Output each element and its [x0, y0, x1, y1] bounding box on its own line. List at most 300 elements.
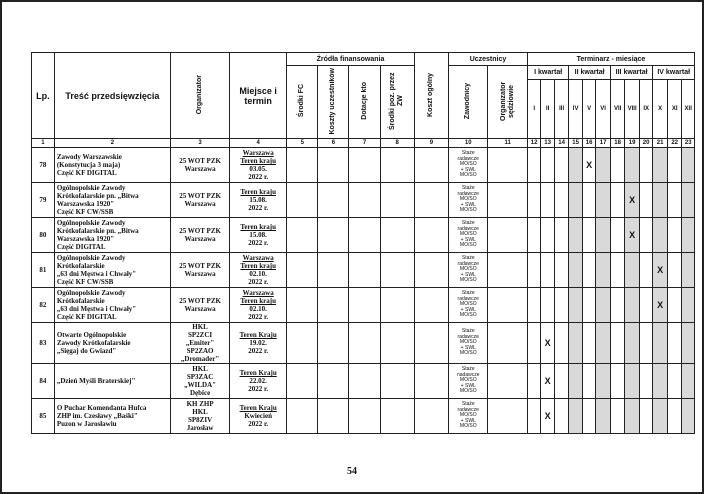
cell-line: + SWL — [460, 382, 476, 389]
month-cell — [541, 148, 554, 183]
header-month-8: VIII — [625, 80, 640, 139]
month-cell — [569, 183, 582, 218]
empty-cell — [380, 218, 414, 253]
row-number: 81 — [32, 253, 55, 288]
header-organizer-judges: Organizator sędziowie — [488, 66, 527, 139]
cell-line: radawcze — [457, 190, 479, 197]
month-cell — [639, 364, 652, 399]
cell-line: 2022 r. — [248, 204, 269, 212]
cell-line: HKL — [192, 323, 208, 331]
table-row — [32, 148, 695, 183]
schedule-mark: X — [657, 300, 664, 310]
cell-line: Teren kraju — [240, 223, 276, 231]
event-place-term — [230, 288, 287, 323]
month-cell — [596, 323, 611, 364]
cell-line: Teren Kraju — [239, 404, 277, 412]
month-cell — [582, 253, 595, 288]
month-cell — [582, 218, 595, 253]
table-row — [32, 218, 695, 253]
month-cell — [653, 183, 668, 218]
cell-line: Ogólnopolskie Zawody — [56, 289, 126, 297]
cell-line: 2022 r. — [248, 385, 269, 393]
empty-cell — [414, 323, 448, 364]
event-participants — [449, 323, 488, 364]
header-quarter-2: II kwartał — [569, 66, 610, 80]
empty-cell — [380, 288, 414, 323]
event-participants — [449, 288, 488, 323]
month-cell — [582, 183, 595, 218]
cell-line: SP2ZCI — [188, 331, 213, 339]
empty-cell — [349, 183, 380, 218]
table-row — [32, 183, 695, 218]
empty-cell — [287, 399, 318, 434]
cell-line: Krótkofalarskie — [56, 262, 105, 270]
header-content: Treść przedsięwzięcia — [54, 53, 170, 139]
cell-line: Część KF CW/SSB — [56, 278, 114, 286]
column-number: 18 — [610, 139, 625, 148]
cell-line: nadawcze — [457, 371, 480, 378]
month-cell — [541, 323, 554, 364]
header-month-9: IX — [639, 80, 652, 139]
cell-line: Staże — [461, 328, 475, 335]
month-cell — [610, 148, 625, 183]
header-month-3: III — [554, 80, 569, 139]
column-number: 5 — [287, 139, 318, 148]
month-cell — [527, 148, 540, 183]
header-month-5: V — [582, 80, 595, 139]
table-row — [32, 288, 695, 323]
cell-line: radawcze — [457, 295, 479, 302]
cell-line: Puzon w Jarosławiu — [56, 420, 117, 428]
cell-line: 2022 r. — [248, 278, 269, 286]
month-cell — [625, 364, 640, 399]
empty-cell — [488, 148, 527, 183]
empty-cell — [287, 253, 318, 288]
cell-line: „Dzień Myśli Braterskiej" — [56, 377, 136, 385]
month-cell — [610, 288, 625, 323]
column-number: 7 — [349, 139, 380, 148]
month-cell — [667, 183, 682, 218]
empty-cell — [318, 183, 349, 218]
month-cell — [554, 364, 569, 399]
empty-cell — [488, 218, 527, 253]
cell-line: 2022 r. — [248, 239, 269, 247]
empty-cell — [349, 288, 380, 323]
empty-cell — [380, 183, 414, 218]
cell-line: MO/SO — [459, 377, 477, 384]
column-number: 19 — [625, 139, 640, 148]
header-place-term: Miejsce i termin — [230, 53, 287, 139]
month-cell — [541, 183, 554, 218]
month-cell — [527, 399, 540, 434]
cell-line: + SWL — [460, 236, 476, 243]
column-number: 15 — [569, 139, 582, 148]
schedule-mark: X — [544, 376, 551, 386]
month-cell — [653, 364, 668, 399]
cell-line: „Sięgaj do Gwiazd" — [56, 347, 117, 355]
header-month-11: XI — [667, 80, 682, 139]
month-cell — [582, 288, 595, 323]
column-number: 17 — [596, 139, 611, 148]
empty-cell — [318, 364, 349, 399]
cell-line: 2022 r. — [248, 173, 269, 181]
cell-line: SP3ZAC — [186, 373, 214, 381]
month-cell — [682, 364, 695, 399]
event-place-term — [230, 323, 287, 364]
column-number: 6 — [318, 139, 349, 148]
page-number: 54 — [347, 466, 357, 477]
month-cell — [667, 323, 682, 364]
month-cell — [625, 399, 640, 434]
empty-cell — [414, 148, 448, 183]
month-cell — [569, 288, 582, 323]
cell-line: MO/SO — [459, 350, 477, 357]
cell-line: Teren Kraju — [239, 369, 277, 377]
cell-line: Jarosław — [186, 424, 214, 432]
cell-line: Kwiecień — [244, 412, 272, 420]
empty-cell — [414, 253, 448, 288]
row-number: 82 — [32, 288, 55, 323]
event-participants — [449, 364, 488, 399]
cell-line: radawcze — [457, 225, 479, 232]
cell-line: Staże — [461, 220, 475, 227]
month-cell — [639, 253, 652, 288]
empty-cell — [349, 148, 380, 183]
event-name — [54, 288, 170, 323]
cell-line: Teren kraju — [240, 262, 276, 270]
month-cell — [596, 183, 611, 218]
empty-cell — [380, 364, 414, 399]
cell-line: HKL — [192, 408, 208, 416]
empty-cell — [414, 364, 448, 399]
event-organizer — [171, 288, 230, 323]
empty-cell — [349, 399, 380, 434]
cell-line: radawcze — [457, 155, 479, 162]
column-number: 14 — [554, 139, 569, 148]
cell-line: KH ZHP — [186, 400, 214, 408]
event-name — [54, 323, 170, 364]
event-organizer — [171, 253, 230, 288]
event-participants — [449, 399, 488, 434]
empty-cell — [380, 148, 414, 183]
row-number: 80 — [32, 218, 55, 253]
cell-line: Staże — [461, 150, 475, 157]
cell-line: Ogólnopolskie Zawody — [56, 219, 126, 227]
empty-cell — [488, 183, 527, 218]
month-cell — [541, 253, 554, 288]
cell-line: 15.08. — [249, 231, 267, 239]
month-cell — [527, 323, 540, 364]
header-month-10: X — [653, 80, 668, 139]
empty-cell — [318, 218, 349, 253]
header-quarter-3: III kwartał — [610, 66, 653, 80]
empty-cell — [349, 218, 380, 253]
month-cell — [639, 218, 652, 253]
empty-cell — [318, 399, 349, 434]
month-cell — [596, 148, 611, 183]
month-cell — [569, 364, 582, 399]
month-cell — [653, 148, 668, 183]
month-cell — [682, 399, 695, 434]
empty-cell — [488, 288, 527, 323]
cell-line: „WILDA" — [184, 381, 217, 389]
column-number: 13 — [541, 139, 554, 148]
event-participants — [449, 253, 488, 288]
cell-line: MO/SO — [459, 301, 477, 308]
empty-cell — [349, 323, 380, 364]
cell-line: MO/SO — [459, 277, 477, 284]
event-organizer — [171, 323, 230, 364]
header-month-12: XII — [682, 80, 695, 139]
month-cell — [653, 253, 668, 288]
header-funding-participants: Koszty uczestników — [318, 66, 349, 139]
cell-line: MO/SO — [459, 196, 477, 203]
column-number: 10 — [449, 139, 488, 148]
schedule-mark: X — [629, 195, 636, 205]
month-cell — [610, 218, 625, 253]
month-cell — [653, 399, 668, 434]
month-cell — [625, 323, 640, 364]
empty-cell — [488, 253, 527, 288]
cell-line: „63 dni Męstwa i Chwały" — [56, 305, 137, 313]
cell-line: Warszawa — [184, 200, 216, 208]
row-number: 78 — [32, 148, 55, 183]
month-cell — [569, 323, 582, 364]
month-cell — [667, 218, 682, 253]
cell-line: O Puchar Komendanta Hufca — [56, 404, 147, 412]
cell-line: Część KF CW/SSB — [56, 208, 114, 216]
cell-line: Staże — [461, 290, 475, 297]
empty-cell — [287, 288, 318, 323]
column-number: 2 — [54, 139, 170, 148]
month-cell — [582, 364, 595, 399]
month-cell — [541, 218, 554, 253]
month-cell — [667, 364, 682, 399]
month-cell — [596, 288, 611, 323]
cell-line: MO/SO — [459, 231, 477, 238]
header-quarter-1: I kwartał — [527, 66, 568, 80]
cell-line: Staże — [461, 401, 475, 408]
cell-line: Zawody Krótkofalarskie — [56, 339, 131, 347]
column-number: 11 — [488, 139, 527, 148]
month-cell — [610, 253, 625, 288]
header-funding-zw: Środki poz. przez ZW — [380, 66, 414, 139]
event-name — [54, 148, 170, 183]
month-cell — [667, 399, 682, 434]
cell-line: Teren kraju — [240, 157, 276, 165]
cell-line: + SWL — [460, 271, 476, 278]
schedule-mark: X — [657, 265, 664, 275]
cell-line: Krótkofalarskie pn. „Bitwa — [56, 227, 139, 235]
header-organizer: Organizator — [171, 53, 230, 139]
cell-line: 25 WOT PZK — [179, 192, 221, 200]
month-cell — [582, 148, 595, 183]
header-month-2: II — [541, 80, 554, 139]
event-name — [54, 218, 170, 253]
row-number: 85 — [32, 399, 55, 434]
header-month-1: I — [527, 80, 540, 139]
cell-line: MO/SO — [459, 388, 477, 395]
cell-line: 25 WOT PZK — [179, 262, 221, 270]
month-cell — [610, 364, 625, 399]
month-cell — [527, 253, 540, 288]
cell-line: radawcze — [457, 333, 479, 340]
cell-line: „63 dni Męstwa i Chwały" — [56, 270, 137, 278]
empty-cell — [318, 253, 349, 288]
cell-line: Warszawa — [184, 235, 216, 243]
cell-line: SP8ZIV — [188, 416, 213, 424]
table-row — [32, 399, 695, 434]
header-competitors: Zawodnicy — [449, 66, 488, 139]
header-total-cost: Koszt ogólny — [414, 53, 448, 139]
month-cell — [653, 288, 668, 323]
cell-line: HKL — [192, 365, 208, 373]
cell-line: Ogólnopolskie Zawody — [56, 254, 126, 262]
empty-cell — [488, 399, 527, 434]
month-cell — [625, 288, 640, 323]
month-cell — [554, 253, 569, 288]
cell-line: ZHP im. Czesławy „Baśki" — [56, 412, 138, 420]
schedule-mark: X — [629, 230, 636, 240]
month-cell — [653, 323, 668, 364]
month-cell — [596, 218, 611, 253]
cell-line: 02.10. — [249, 305, 267, 313]
month-cell — [569, 253, 582, 288]
schedule-mark: X — [586, 160, 593, 170]
empty-cell — [349, 253, 380, 288]
header-participants: Uczestnicy — [449, 53, 528, 66]
cell-line: Staże — [461, 366, 475, 373]
empty-cell — [488, 364, 527, 399]
cell-line: 22.02. — [249, 377, 267, 385]
month-cell — [596, 253, 611, 288]
schedule-mark: X — [544, 411, 551, 421]
month-cell — [682, 218, 695, 253]
event-place-term — [230, 218, 287, 253]
month-cell — [582, 323, 595, 364]
month-cell — [554, 288, 569, 323]
cell-line: Warszawa — [184, 305, 216, 313]
event-participants — [449, 148, 488, 183]
month-cell — [682, 323, 695, 364]
header-funding-fc: Środki FC — [287, 66, 318, 139]
month-cell — [625, 218, 640, 253]
event-name — [54, 253, 170, 288]
cell-line: + SWL — [460, 306, 476, 313]
table-row — [32, 253, 695, 288]
cell-line: MO/SO — [459, 172, 477, 179]
column-number: 12 — [527, 139, 540, 148]
cell-line: Dębice — [189, 389, 211, 397]
month-cell — [527, 288, 540, 323]
month-cell — [569, 148, 582, 183]
header-schedule: Terminarz - miesiące — [527, 53, 694, 66]
header-month-4: IV — [569, 80, 582, 139]
cell-line: „Emiter" — [185, 339, 215, 347]
month-cell — [527, 183, 540, 218]
month-cell — [625, 253, 640, 288]
cell-line: 2022 r. — [248, 420, 269, 428]
column-number: 22 — [667, 139, 682, 148]
event-place-term — [230, 364, 287, 399]
cell-line: Warszawa — [242, 289, 274, 297]
header-funding-grants: Dotacje kto — [349, 66, 380, 139]
table-row — [32, 323, 695, 364]
event-organizer — [171, 364, 230, 399]
empty-cell — [287, 218, 318, 253]
cell-line: „Dromader" — [180, 355, 220, 363]
event-organizer — [171, 183, 230, 218]
column-number: 23 — [682, 139, 695, 148]
empty-cell — [380, 323, 414, 364]
empty-cell — [318, 288, 349, 323]
empty-cell — [414, 218, 448, 253]
empty-cell — [318, 148, 349, 183]
cell-line: 03.05. — [249, 165, 267, 173]
event-participants — [449, 218, 488, 253]
empty-cell — [414, 399, 448, 434]
event-name — [54, 183, 170, 218]
empty-cell — [414, 183, 448, 218]
month-cell — [682, 253, 695, 288]
event-place-term — [230, 253, 287, 288]
cell-line: 15.08. — [249, 196, 267, 204]
month-cell — [667, 148, 682, 183]
column-number: 8 — [380, 139, 414, 148]
month-cell — [610, 399, 625, 434]
event-participants — [449, 183, 488, 218]
column-number: 1 — [32, 139, 55, 148]
cell-line: + SWL — [460, 417, 476, 424]
cell-line: + SWL — [460, 201, 476, 208]
cell-line: 25 WOT PZK — [179, 227, 221, 235]
header-funding: Źródła finansowania — [287, 53, 415, 66]
empty-cell — [349, 364, 380, 399]
month-cell — [667, 288, 682, 323]
month-cell — [554, 183, 569, 218]
cell-line: 02.10. — [249, 270, 267, 278]
cell-line: 25 WOT PZK — [179, 297, 221, 305]
empty-cell — [287, 364, 318, 399]
cell-line: Warszawa — [242, 254, 274, 262]
column-number: 20 — [639, 139, 652, 148]
cell-line: MO/SO — [459, 312, 477, 319]
column-number: 21 — [653, 139, 668, 148]
month-cell — [541, 288, 554, 323]
cell-line: Warszawska 1920" — [56, 235, 115, 243]
row-number: 84 — [32, 364, 55, 399]
cell-line: 19.02. — [249, 339, 267, 347]
event-place-term — [230, 148, 287, 183]
empty-cell — [287, 323, 318, 364]
month-cell — [625, 148, 640, 183]
cell-line: MO/SO — [459, 266, 477, 273]
event-place-term — [230, 399, 287, 434]
cell-line: Krótkofalarskie pn. „Bitwa — [56, 192, 139, 200]
header-month-7: VII — [610, 80, 625, 139]
empty-cell — [380, 253, 414, 288]
cell-line: 2022 r. — [248, 347, 269, 355]
column-number: 4 — [230, 139, 287, 148]
header-quarter-4: IV kwartał — [653, 66, 695, 80]
cell-line: Teren kraju — [240, 188, 276, 196]
event-name — [54, 399, 170, 434]
cell-line: Ogólnopolskie Zawody — [56, 184, 126, 192]
cell-line: Warszawska 1920" — [56, 200, 115, 208]
row-number: 79 — [32, 183, 55, 218]
empty-cell — [380, 399, 414, 434]
month-cell — [639, 288, 652, 323]
